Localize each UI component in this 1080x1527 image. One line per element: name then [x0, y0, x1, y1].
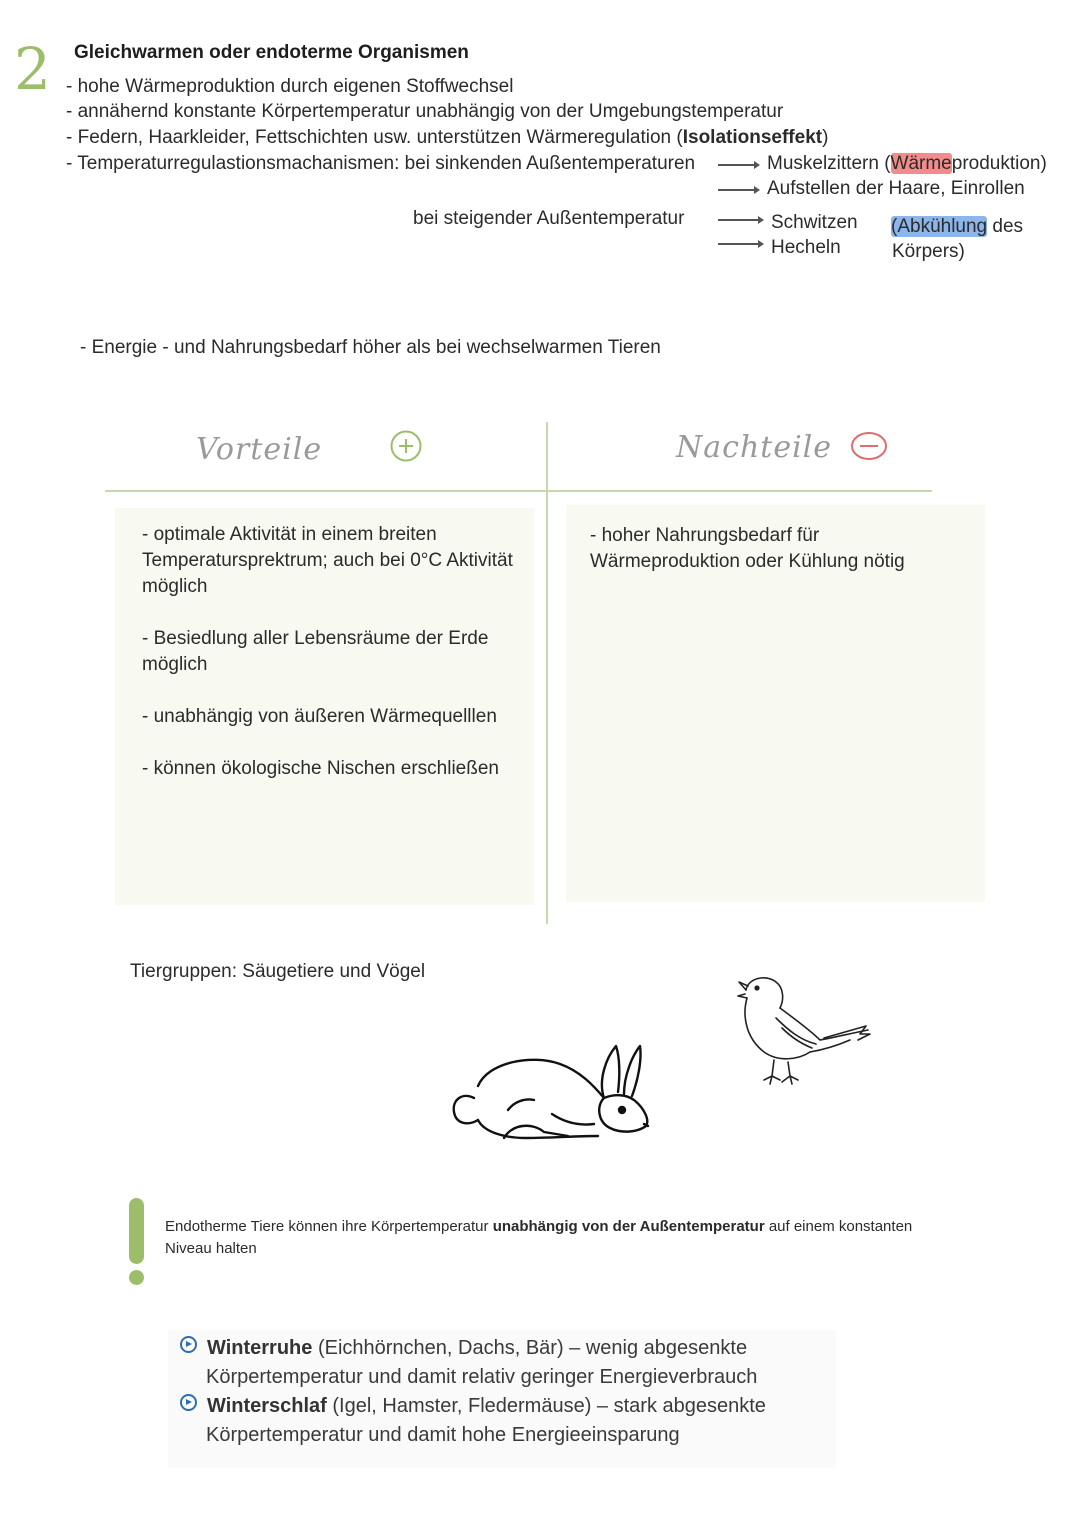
animal-groups: Tiergruppen: Säugetiere und Vögel — [130, 961, 426, 982]
exclamation-icon — [128, 1198, 146, 1288]
note-bold: unabhängig von der Außentemperatur — [492, 1218, 765, 1235]
arrow-right-icon — [718, 164, 758, 166]
regulation-label: - Temperaturregulastionsmachanismen: bei sinkenden Außentemperaturen — [66, 153, 696, 174]
disadvantage-item: - hoher Nahrungsbedarf für Wärmeproduktion oder Kühlung nötig — [590, 525, 905, 572]
advantage-item: - optimale Aktivität in einem breiten Temperatursprektrum; auch bei 0°C Aktivität möglich — [142, 524, 513, 597]
plus-circle-icon — [390, 430, 422, 462]
cooling-note-line2: Körpers) — [892, 241, 965, 262]
advantage-item: - unabhängig von äußeren Wärmequelllen — [142, 706, 497, 727]
advantages-title: Vorteile — [196, 432, 323, 467]
advantage-item: - Besiedlung aller Lebensräume der Erde möglich — [142, 628, 489, 675]
hibernation-item: Winterschlaf (Igel, Hamster, Fledermäuse) – stark abgesenkte Körpertemperatur und damit hohe Energieeinsparung — [180, 1392, 830, 1450]
arrow-right-icon — [718, 189, 758, 191]
isolation-bold: Isolationseffekt — [682, 127, 823, 148]
cooling-note: (Abkühlung des — [891, 216, 1024, 237]
play-circle-icon — [180, 1394, 197, 1411]
play-circle-icon — [180, 1336, 197, 1353]
section-number: 2 — [14, 35, 51, 103]
energy-line: - Energie - und Nahrungsbedarf höher als bei wechselwarmen Tieren — [80, 337, 661, 358]
bullet-isolation: - Federn, Haarkleider, Fettschichten usw. unterstützen Wärmeregulation (Isolationseffekt) — [66, 127, 829, 148]
bullet-constant-temperature: - annähernd konstante Körpertemperatur unabhängig von der Umgebungstemperatur — [66, 101, 784, 122]
advantage-item: - können ökologische Nischen erschließen — [142, 758, 499, 779]
hibernation-box — [168, 1330, 836, 1468]
advantages-list — [115, 508, 534, 782]
minus-circle-icon — [850, 430, 888, 462]
arrow-right-icon — [718, 243, 762, 245]
disadvantages-list — [566, 505, 985, 575]
hibernation-list — [180, 1334, 830, 1450]
page-title: Gleichwarmen oder endoterme Organismen — [74, 42, 469, 63]
disadvantages-title: Nachteile — [676, 430, 833, 465]
bird-illustration — [736, 968, 876, 1093]
advantages-box — [115, 508, 534, 905]
cold-item-shivering: Muskelzittern (Wärmeproduktion) — [767, 153, 1047, 174]
table-divider-vertical — [546, 422, 548, 924]
warm-item-panting: Hecheln — [771, 237, 841, 258]
table-divider-horizontal — [105, 490, 932, 492]
arrow-right-icon — [718, 219, 762, 221]
cold-item-hair: Aufstellen der Haare, Einrollen — [767, 178, 1025, 199]
hibernation-item: Winterruhe (Eichhörnchen, Dachs, Bär) – wenig abgesenkte Körpertemperatur und damit relativ geringer Energieverbrauch — [180, 1334, 830, 1392]
warm-label: bei steigender Außentemperatur — [413, 208, 685, 229]
disadvantages-box — [566, 505, 985, 902]
rabbit-illustration — [448, 1040, 654, 1148]
bullet-heat-production: - hohe Wärmeproduktion durch eigenen Stoffwechsel — [66, 76, 514, 97]
endotherm-note: Endotherme Tiere können ihre Körpertemperatur unabhängig von der Außentemperatur auf einem konstanten Niveau halten — [165, 1218, 913, 1257]
warm-item-sweating: Schwitzen — [771, 212, 858, 233]
